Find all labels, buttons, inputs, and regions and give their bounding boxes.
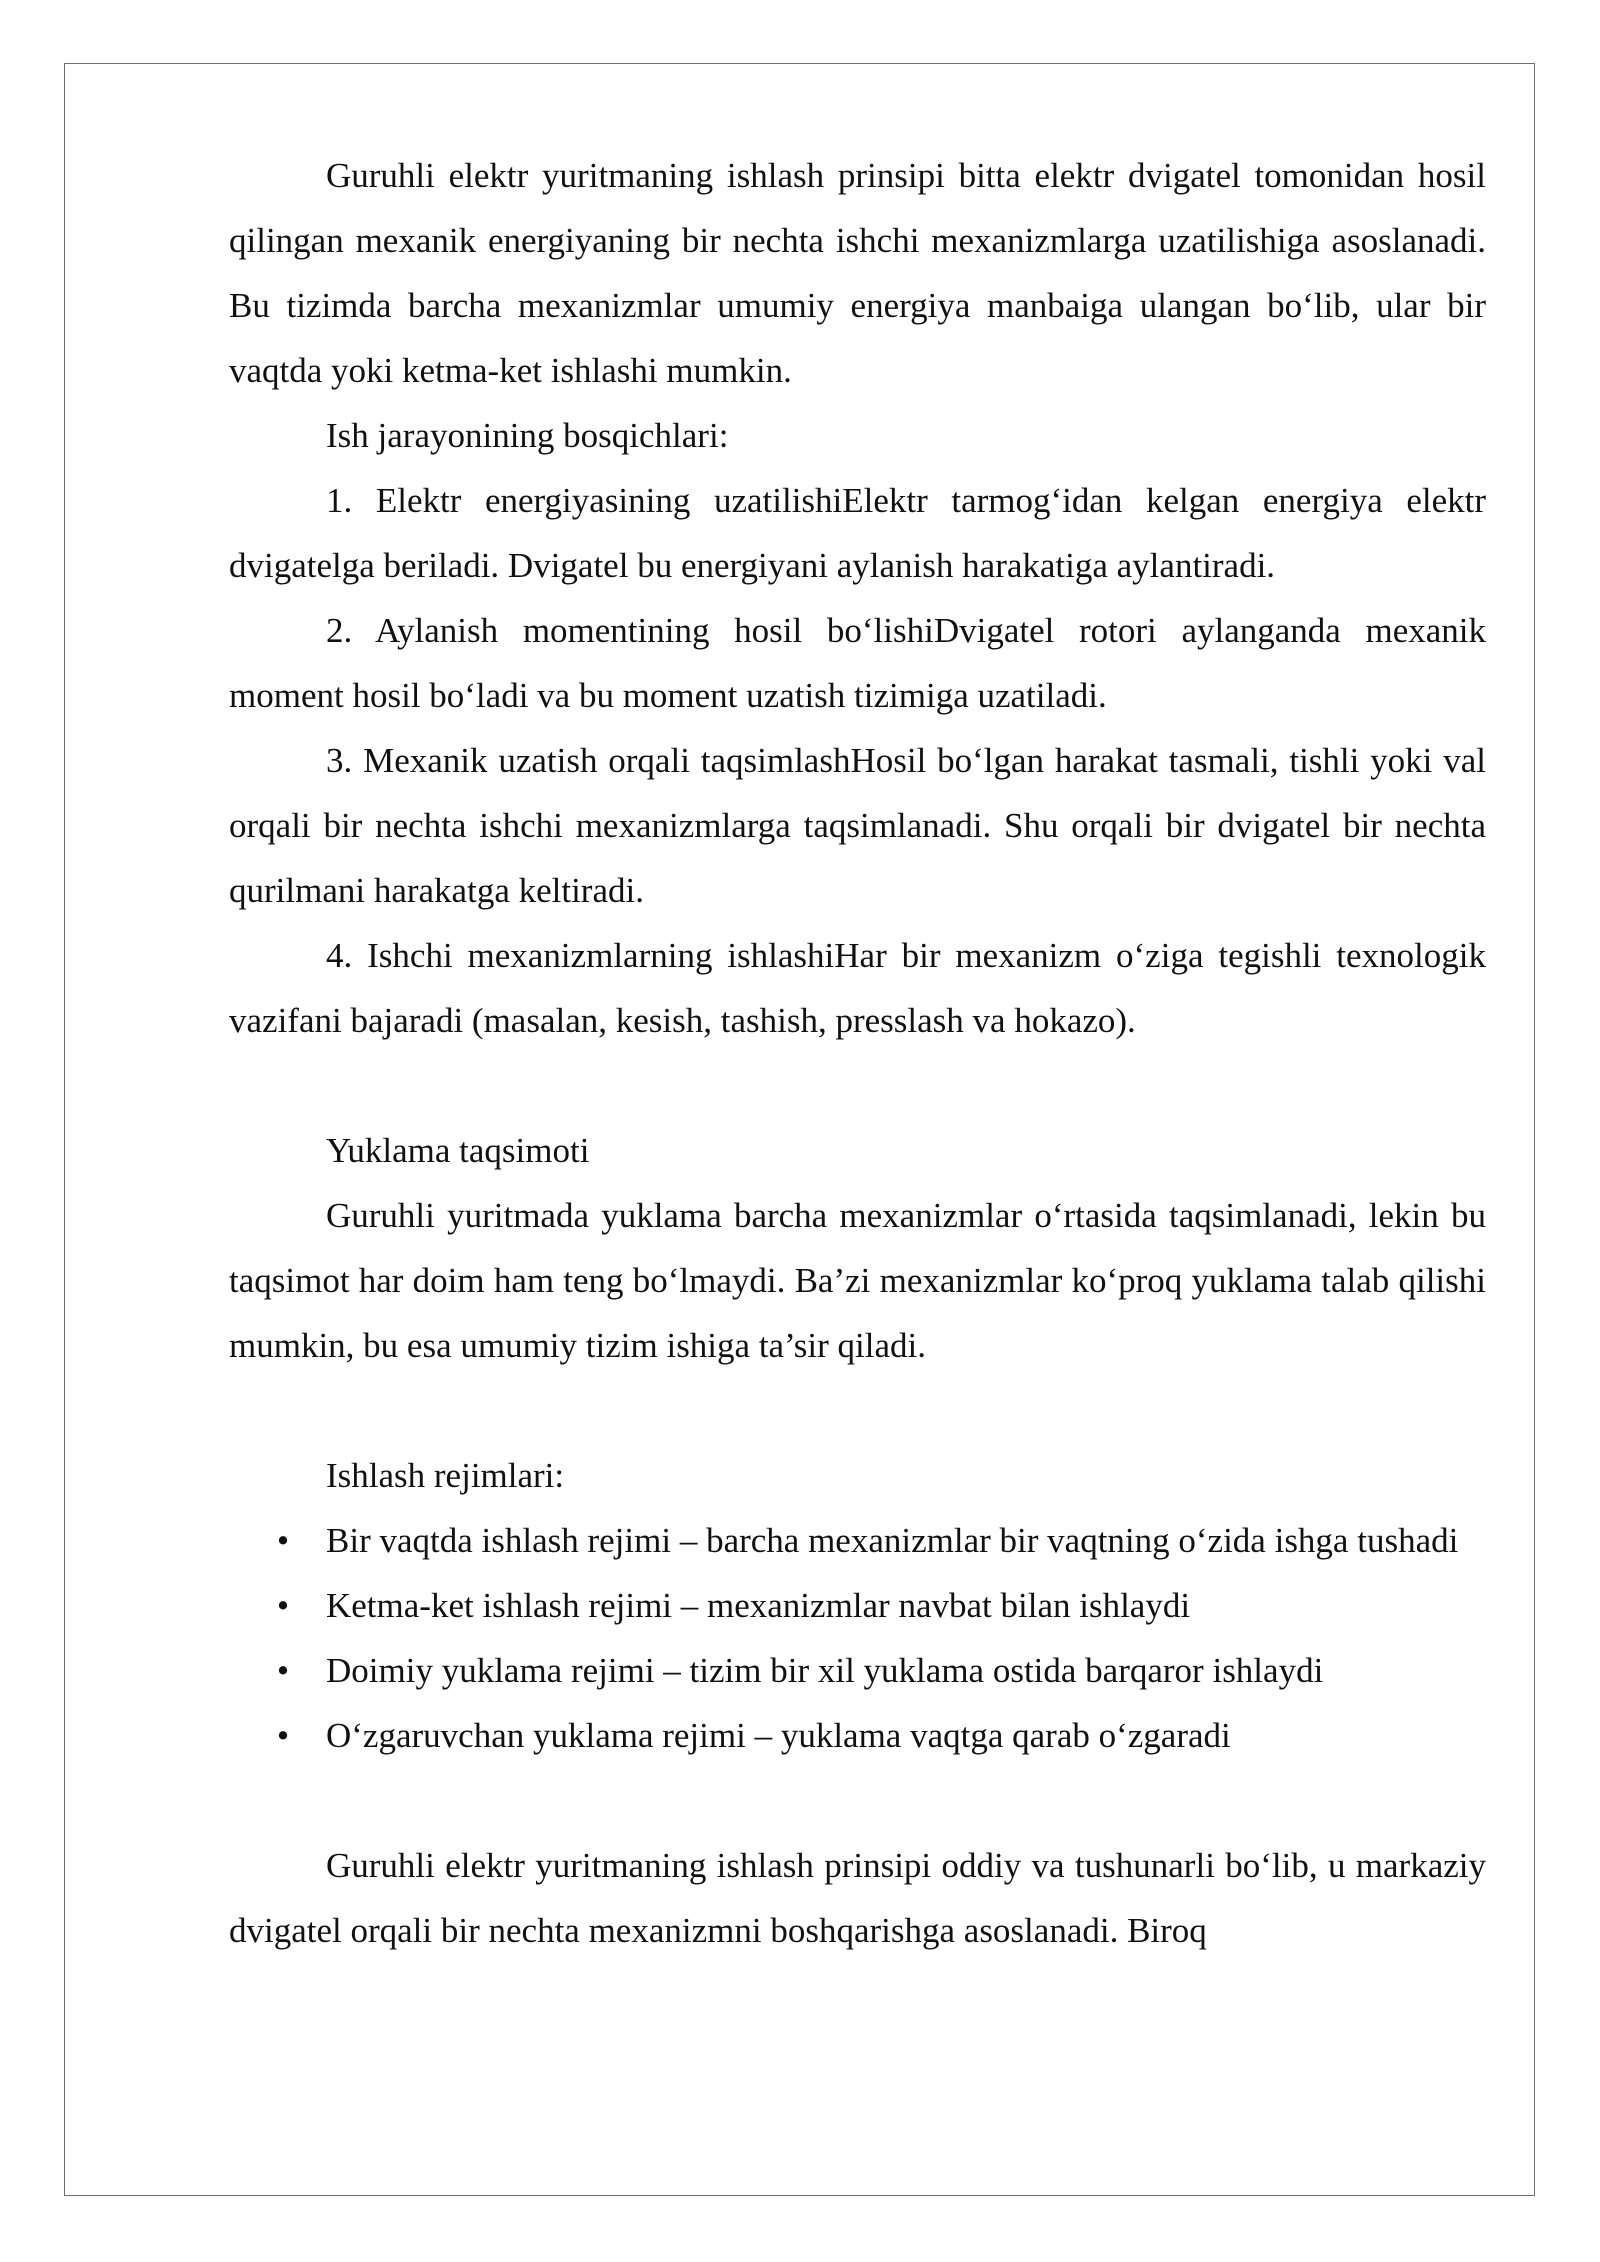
list-item-text: Bir vaqtda ishlash rejimi – barcha mexanizmlar bir vaqtning o‘zida ishga tushadi [326,1521,1459,1560]
modes-heading: Ishlash rejimlari: [326,1456,565,1495]
load-heading: Yuklama taqsimoti [326,1131,590,1170]
stage-item-4: 4. Ishchi mexanizmlarning ishlashiHar bir mexanizm o‘ziga tegishli texnologik vazifani bajaradi (masalan, kesish, tashish, presslash va hokazo). [229,936,1486,1040]
stages-heading: Ish jarayonining bosqichlari: [326,416,729,455]
bullet-icon: • [276,1716,290,1755]
closing-paragraph: Guruhli elektr yuritmaning ishlash prinsipi oddiy va tushunarli bo‘lib, u markaziy dvigatel orqali bir nechta mexanizmni boshqarishga asoslanadi. Biroq [229,1846,1486,1950]
blank-line [229,1378,1486,1443]
stage-item-2: 2. Aylanish momentining hosil bo‘lishiDvigatel rotori aylanganda mexanik moment hosil bo‘ladi va bu moment uzatish tizimiga uzatiladi. [229,611,1486,715]
list-item [229,1638,1486,1703]
list-item-text: Doimiy yuklama rejimi – tizim bir xil yuklama ostida barqaror ishlaydi [326,1651,1324,1690]
blank-line [229,1053,1486,1118]
list-item [229,1508,1486,1573]
list-item [229,1703,1486,1768]
stage-item-1: 1. Elektr energiyasining uzatilishiElektr tarmog‘idan kelgan energiya elektr dvigatelga beriladi. Dvigatel bu energiyani aylanish harakatiga aylantiradi. [229,481,1486,585]
modes-list [229,1508,1486,1768]
bullet-icon: • [276,1521,290,1560]
intro-paragraph: Guruhli elektr yuritmaning ishlash prinsipi bitta elektr dvigatel tomonidan hosil qilingan mexanik energiyaning bir nechta ishchi mexanizmlarga uzatilishiga asoslanadi. Bu tizimda barcha mexanizmlar umumiy energiya manbaiga ulangan bo‘lib, ular bir vaqtda yoki ketma-ket ishlashi mumkin. [229,156,1486,390]
list-item-text: O‘zgaruvchan yuklama rejimi – yuklama vaqtga qarab o‘zgaradi [326,1716,1231,1755]
load-paragraph: Guruhli yuritmada yuklama barcha mexanizmlar o‘rtasida taqsimlanadi, lekin bu taqsimot har doim ham teng bo‘lmaydi. Ba’zi mexanizmlar ko‘proq yuklama talab qilishi mumkin, bu esa umumiy tizim ishiga ta’sir qiladi. [229,1196,1486,1365]
list-item-text: Ketma-ket ishlash rejimi – mexanizmlar navbat bilan ishlaydi [326,1586,1191,1625]
list-item [229,1573,1486,1638]
blank-line [229,1768,1486,1833]
bullet-icon: • [276,1651,290,1690]
stage-item-3: 3. Mexanik uzatish orqali taqsimlashHosil bo‘lgan harakat tasmali, tishli yoki val orqali bir nechta ishchi mexanizmlarga taqsimlanadi. Shu orqali bir dvigatel bir nechta qurilmani harakatga keltiradi. [229,741,1486,910]
document-body [229,143,1486,1963]
bullet-icon: • [276,1586,290,1625]
